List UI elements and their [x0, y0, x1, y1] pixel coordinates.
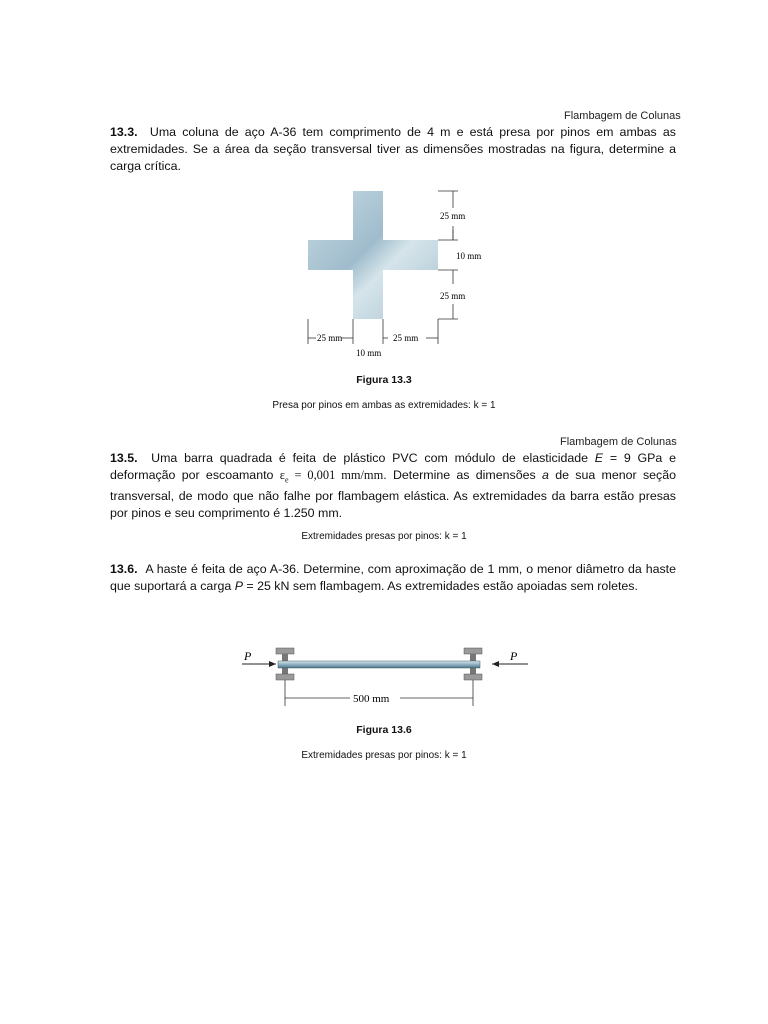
dim-right: 25 mm	[393, 333, 419, 343]
load-label-right: P	[510, 649, 518, 663]
dim-bottom: 25 mm	[440, 291, 466, 301]
problem-number: 13.6.	[110, 562, 138, 576]
symbol-epsilon: ε	[279, 468, 285, 482]
problem-text: = 9 GPa e deformação por escoamanto	[110, 451, 676, 482]
figure-13-3-cross-section	[298, 186, 494, 362]
cross-shape	[308, 191, 438, 319]
problem-13-3	[110, 124, 676, 175]
symbol-P: P	[234, 579, 243, 593]
problem-13-5	[110, 450, 676, 522]
rod	[278, 661, 480, 668]
figure-caption: Figura 13.6	[356, 724, 412, 736]
section-header: Flambagem de Colunas	[560, 436, 677, 448]
dim-top: 25 mm	[440, 211, 466, 221]
section-header: Flambagem de Colunas	[564, 110, 681, 122]
problem-13-6	[110, 561, 676, 595]
problem-text: de sua menor seção transversal, de modo que não falhe por flambagem elástica. As extremidades da barra estão presas por pinos e seu comprimento é 1.250 mm.	[110, 468, 677, 521]
dim-left: 25 mm	[317, 333, 343, 343]
problem-text: Uma barra quadrada é feita de plástico PVC com módulo de elasticidade	[151, 451, 595, 465]
boundary-note: Presa por pinos em ambas as extremidades: k = 1	[272, 400, 496, 411]
dim-center: 10 mm	[356, 348, 382, 358]
figure-caption: Figura 13.3	[356, 374, 412, 386]
problem-number: 13.3.	[110, 125, 138, 139]
problem-text: . Determine as dimensões	[383, 468, 542, 482]
problem-text: = 25 kN sem flambagem. As extremidades estão apoiadas sem roletes.	[242, 579, 638, 593]
load-label-left: P	[244, 649, 252, 663]
span-dimension: 500 mm	[353, 693, 390, 705]
symbol-a: a	[542, 468, 549, 482]
symbol-E: E	[594, 451, 604, 465]
boundary-note: Extremidades presas por pinos: k = 1	[301, 531, 467, 542]
problem-text: A haste é feita de aço A-36. Determine, com aproximação de 1 mm, o menor diâmetro da haste que suportará a carga	[110, 562, 676, 593]
problem-number: 13.5.	[110, 451, 138, 465]
symbol-epsilon-sub: e	[284, 475, 289, 485]
strain-value: = 0,001 mm/mm	[288, 468, 384, 482]
problem-text: Uma coluna de aço A-36 tem comprimento de 4 m e está presa por pinos em ambas as extremidades. Se a área da seção transversal tiver as dimensões mostradas na figura, determine a carga crítica.	[110, 125, 676, 173]
figure-13-6-rod	[240, 636, 530, 714]
boundary-note: Extremidades presas por pinos: k = 1	[301, 750, 467, 761]
dim-mid: 10 mm	[456, 251, 482, 261]
